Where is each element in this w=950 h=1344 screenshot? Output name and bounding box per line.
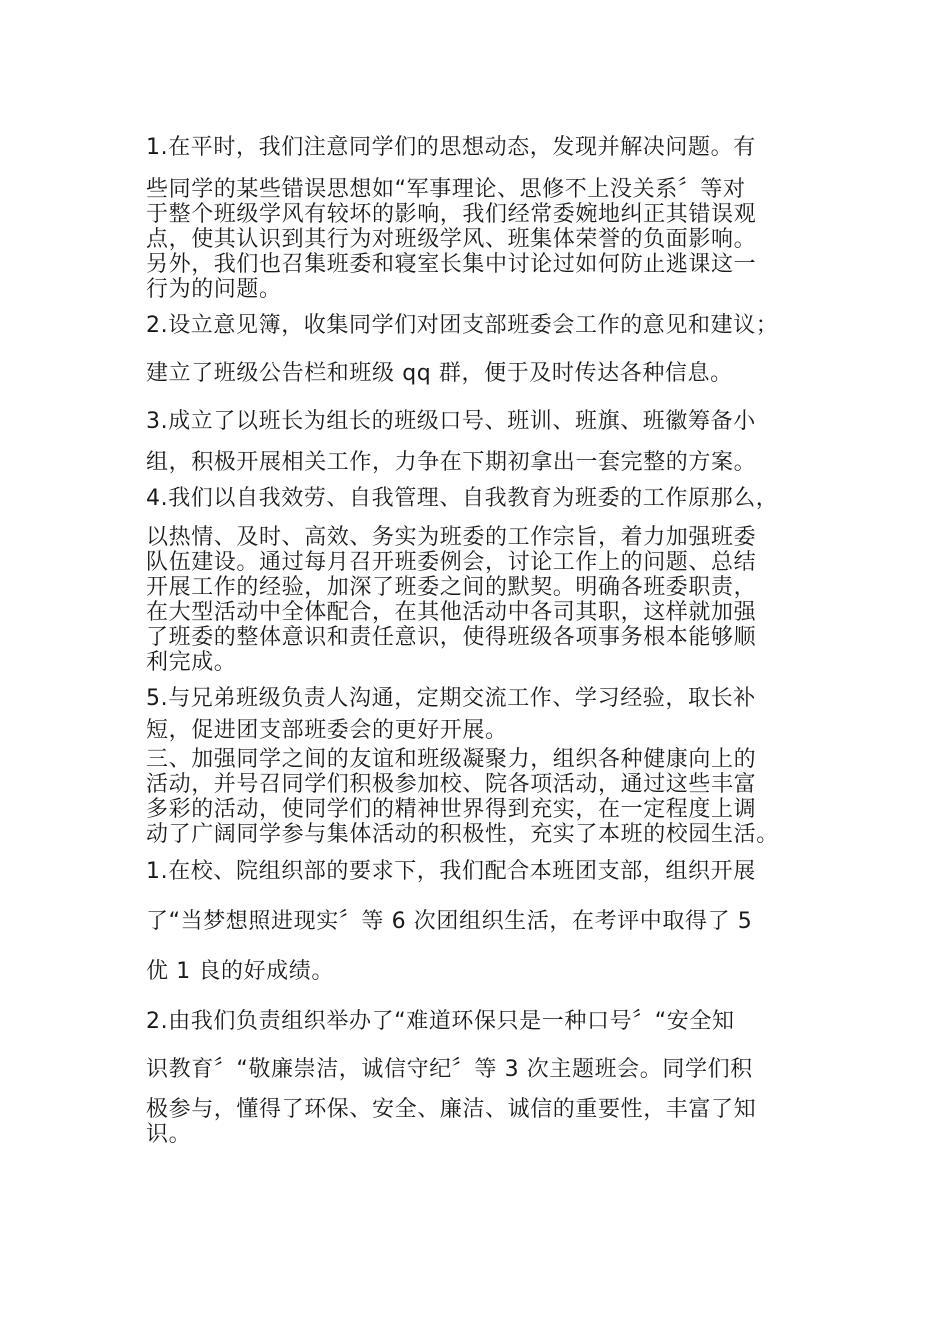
text-line: 了班委的整体意识和责任意识，使得班级各项事务根本能够顺 — [146, 625, 757, 650]
text-line: 点，使其认识到其行为对班级学风、班集体荣誉的负面影响。 — [146, 227, 757, 252]
text-line: 开展工作的经验，加深了班委之间的默契。明确各班委职责， — [146, 575, 757, 600]
text-line: 些同学的某些错误思想如“军事理论、思修不上没关系〞等对 — [146, 177, 746, 202]
text-line: 动了广阔同学参与集体活动的积极性，充实了本班的校园生活。 — [146, 822, 779, 847]
text-line: 多彩的活动，使同学们的精神世界得到充实，在一定程度上调 — [146, 797, 757, 822]
text-line: 了“当梦想照进现实〞等 6 次团组织生活，在考评中取得了 5 — [146, 909, 753, 934]
text-line: 活动，并号召同学们积极参加校、院各项活动，通过这些丰富 — [146, 772, 757, 797]
text-line: 2.设立意见簿，收集同学们对团支部班委会工作的意见和建议； — [146, 313, 779, 338]
text-line: 组，积极开展相关工作，力争在下期初拿出一套完整的方案。 — [146, 450, 757, 475]
text-line: 3.成立了以班长为组长的班级口号、班训、班旗、班徽筹备小 — [146, 409, 756, 434]
text-line: 队伍建设。通过每月召开班委例会，讨论工作上的问题、总结 — [146, 550, 757, 575]
text-line: 利完成。 — [146, 650, 237, 675]
text-line: 极参与，懂得了环保、安全、廉洁、诚信的重要性，丰富了知 — [146, 1097, 757, 1122]
text-line: 于整个班级学风有较坏的影响，我们经常委婉地纠正其错误观 — [146, 202, 757, 227]
text-line: 以热情、及时、高效、务实为班委的工作宗旨，着力加强班委 — [146, 525, 757, 550]
text-line: 短，促进团支部班委会的更好开展。 — [146, 718, 508, 743]
text-line: 识教育〞“敬廉崇洁，诚信守纪〞等 3 次主题班会。同学们积 — [146, 1057, 753, 1082]
text-line: 1.在校、院组织部的要求下，我们配合本班团支部，组织开展 — [146, 859, 756, 884]
text-line: 识。 — [146, 1122, 192, 1147]
text-line: 行为的问题。 — [146, 277, 282, 302]
text-line: 5.与兄弟班级负责人沟通，定期交流工作、学习经验，取长补 — [146, 686, 756, 711]
text-line: 4.我们以自我效劳、自我管理、自我教育为班委的工作原那么， — [146, 486, 779, 511]
text-line: 2.由我们负责组织举办了“难道环保只是一种口号〞“安全知 — [146, 1009, 735, 1034]
text-line: 1.在平时，我们注意同学们的思想动态，发现并解决问题。有 — [146, 135, 756, 160]
text-line: 另外，我们也召集班委和寝室长集中讨论过如何防止逃课这一 — [146, 252, 757, 277]
text-line: 在大型活动中全体配合，在其他活动中各司其职，这样就加强 — [146, 600, 757, 625]
text-line: 三、加强同学之间的友谊和班级凝聚力，组织各种健康向上的 — [146, 747, 757, 772]
text-line: 建立了班级公告栏和班级 qq 群，便于及时传达各种信息。 — [146, 361, 733, 386]
text-line: 优 1 良的好成绩。 — [146, 959, 334, 984]
